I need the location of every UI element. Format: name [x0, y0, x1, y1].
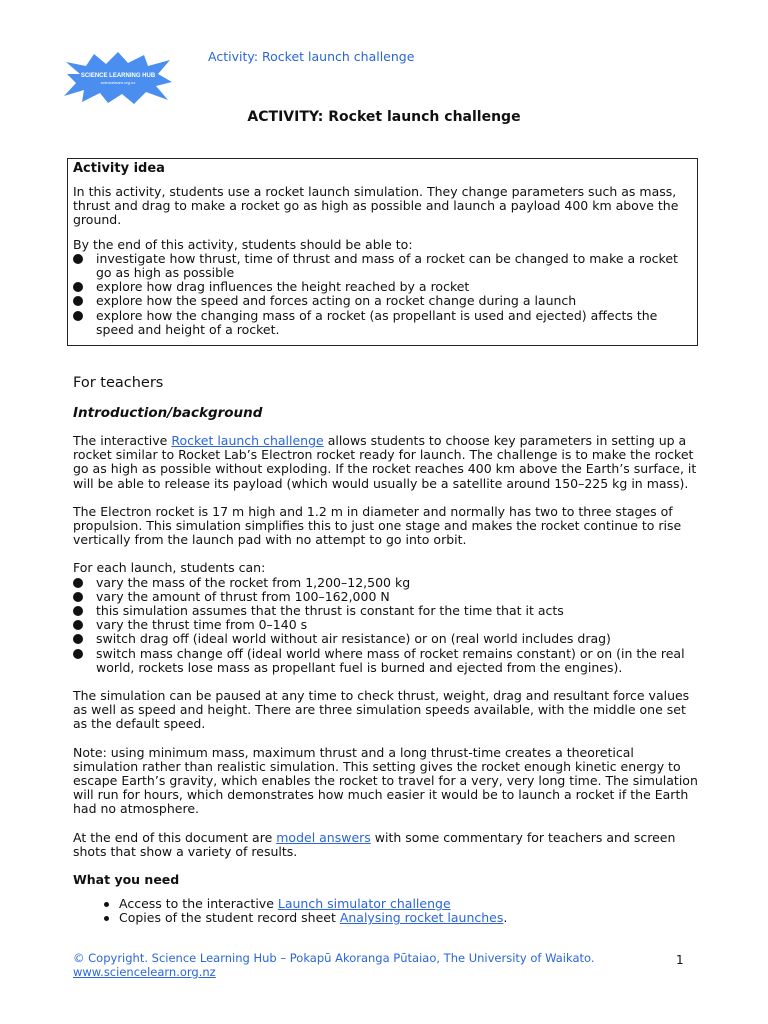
list-item-text: explore how the speed and forces acting on a rocket change during a launch — [96, 293, 577, 309]
list-item-text: switch mass change off (ideal world where mass of rocket remains constant) or on (in the real world, rockets lose mass as propellant fuel is burned and ejected from the engines). — [96, 645, 685, 675]
list-item-text: Copies of the student record sheet — [119, 910, 340, 926]
list-item — [73, 604, 698, 618]
model-answers-paragraph — [73, 831, 698, 859]
list-item-text: switch drag off (ideal world without air resistance) or on (real world includes drag) — [96, 631, 611, 647]
main-content — [73, 374, 698, 926]
model-answers-link[interactable]: model answers — [276, 829, 371, 845]
bullet-icon — [73, 282, 83, 292]
bullet-icon — [73, 634, 83, 644]
page-title: ACTIVITY: Rocket launch challenge — [247, 109, 521, 125]
text-span: The interactive — [73, 433, 172, 448]
footer — [73, 952, 693, 979]
logo-subtitle: sciencelearn.org.nz — [100, 80, 136, 85]
list-item-text: Access to the interactive — [119, 896, 278, 912]
outcomes-list — [73, 252, 692, 337]
launch-list-intro: For each launch, students can: — [73, 560, 266, 576]
science-learning-hub-logo — [64, 52, 172, 104]
header-activity-link[interactable]: Activity: Rocket launch challenge — [208, 49, 415, 64]
logo-title: SCIENCE LEARNING HUB — [80, 73, 156, 79]
note-paragraph: Note: using minimum mass, maximum thrust and a long thrust-time creates a theoretical simulation rather than realistic simulation. This setting gives the rocket enough kinetic energy to escape Earth’s gravity, which enables the rocket to travel for a very, very long time. The simulation will run for hours, which demonstrates how much easier it would be to launch a rocket if the Earth had no atmosphere. — [73, 744, 698, 817]
bullet-icon — [104, 916, 109, 921]
outcomes-intro: By the end of this activity, students should be able to: — [73, 236, 413, 252]
bullet-icon — [73, 578, 83, 588]
bullet-icon — [73, 296, 83, 306]
launch-simulator-link[interactable]: Launch simulator challenge — [277, 896, 451, 912]
analysing-rocket-launches-link[interactable]: Analysing rocket launches — [339, 910, 504, 926]
list-item-text: explore how the changing mass of a rocket (as propellant is used and ejected) affects the speed and height of a rocket. — [96, 307, 658, 337]
pause-paragraph: The simulation can be paused at any time to check thrust, weight, drag and resultant force values as well as speed and height. There are three simulation speeds available, with the middle one set as the default speed. — [73, 688, 690, 732]
bullet-icon — [104, 902, 109, 907]
list-item — [73, 897, 698, 911]
list-item — [73, 280, 692, 294]
electron-paragraph: The Electron rocket is 17 m high and 1.2 m in diameter and normally has two to three stages of propulsion. This simulation simplifies this to just one stage and makes the rocket continue to rise vertically from the launch pad with no attempt to go into orbit. — [73, 503, 682, 548]
list-item-text: investigate how thrust, time of thrust and mass of a rocket can be changed to make a rocket go as high as possible — [96, 250, 678, 281]
list-item — [73, 252, 692, 280]
list-item-text: explore how drag influences the height reached by a rocket — [96, 279, 470, 295]
bullet-icon — [73, 254, 83, 264]
list-item-text: vary the mass of the rocket from 1,200–12,500 kg — [96, 574, 411, 590]
list-item — [73, 309, 692, 337]
activity-idea-heading: Activity idea — [73, 161, 165, 176]
for-teachers-heading: For teachers — [73, 375, 164, 391]
activity-intro: In this activity, students use a rocket launch simulation. They change parameters such as mass, thrust and drag to make a rocket go as high as possible and launch a payload 400 km above the ground. — [73, 184, 679, 228]
list-item-text: vary the thrust time from 0–140 s — [96, 617, 308, 633]
text-span: At the end of this document are — [73, 829, 277, 845]
rocket-launch-challenge-link[interactable]: Rocket launch challenge — [171, 433, 324, 448]
page-number: 1 — [676, 953, 684, 967]
list-item — [73, 911, 698, 925]
list-item — [73, 632, 698, 646]
list-item — [73, 647, 698, 675]
what-you-need-list — [73, 897, 698, 925]
text-span: allows students to choose key parameters in setting up a rocket similar to Rocket Lab’s Electron rocket ready for launch. The challenge is to make the rocket go as high as possible without exploding. If the rocket reaches 400 km above the Earth’s surface, it will be able to release its payload (which would usually be a satellite around 150–225 kg in mass). — [73, 433, 697, 491]
list-item-text: vary the amount of thrust from 100–162,000 N — [96, 588, 390, 604]
introduction-heading: Introduction/background — [73, 405, 263, 421]
list-item-text: this simulation assumes that the thrust is constant for the time that it acts — [96, 603, 564, 619]
list-item — [73, 294, 692, 308]
text-span: with some commentary for teachers and screen shots that show a variety of results. — [73, 829, 676, 859]
bullet-icon — [73, 620, 83, 630]
footer-url-link[interactable]: www.sciencelearn.org.nz — [73, 964, 216, 979]
text-span: . — [503, 910, 508, 926]
what-you-need-heading: What you need — [73, 872, 180, 888]
bullet-icon — [73, 592, 83, 602]
list-item — [73, 618, 698, 632]
bullet-icon — [73, 649, 83, 659]
copyright-text: © Copyright. Science Learning Hub – Pokapū Akoranga Pūtaiao, The University of Waikato. — [73, 951, 595, 965]
bullet-icon — [73, 606, 83, 616]
bullet-icon — [73, 311, 83, 321]
activity-idea-box — [67, 158, 698, 346]
list-item — [73, 590, 698, 604]
intro-paragraph — [73, 434, 698, 491]
launch-options-list — [73, 576, 698, 675]
list-item — [73, 576, 698, 590]
